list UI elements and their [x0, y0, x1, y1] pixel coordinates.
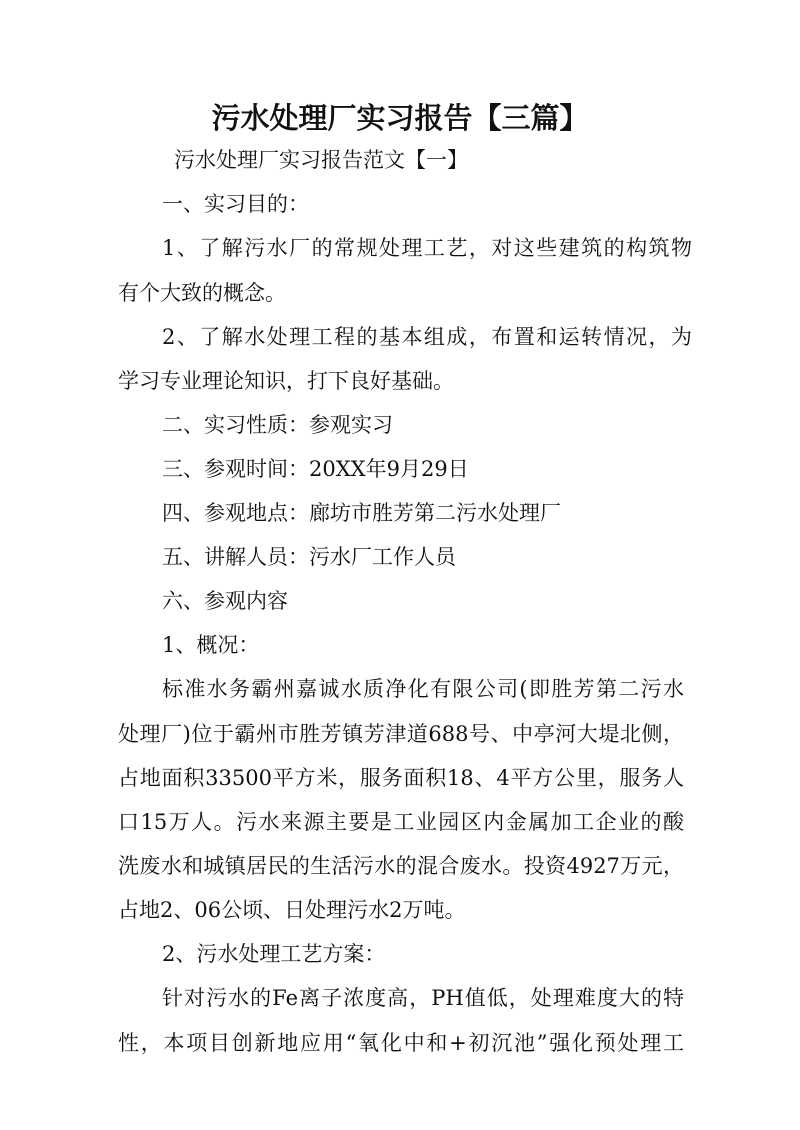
paragraph-line: 六、参观内容 — [162, 589, 288, 613]
paragraph-line: 占地2、06公顷、日处理污水2万吨。 — [118, 898, 466, 922]
paragraph-line: 有个大致的概念。 — [118, 281, 286, 305]
paragraph-line: 四、参观地点：廊坊市胜芳第二污水处理厂 — [162, 501, 561, 525]
section-heading: 污水处理厂实习报告范文【一】 — [174, 148, 468, 172]
paragraph-line: 1、概况： — [162, 633, 260, 657]
paragraph-line: 五、讲解人员：污水厂工作人员 — [162, 545, 456, 569]
paragraph-line: 1、了解污水厂的常规处理工艺，对这些建筑的构筑物 — [162, 236, 692, 260]
paragraph-line: 学习专业理论知识，打下良好基础。 — [118, 369, 454, 393]
paragraph-line: 一、实习目的： — [162, 192, 309, 216]
paragraph-line: 2、污水处理工艺方案： — [162, 942, 386, 966]
paragraph-line: 洗废水和城镇居民的生活污水的混合废水。投资4927万元， — [118, 854, 684, 878]
paragraph-line: 占地面积33500平方米，服务面积18、4平方公里，服务人 — [118, 766, 684, 790]
paragraph-line: 性，本项目创新地应用“氧化中和+初沉池”强化预处理工 — [118, 1031, 684, 1055]
paragraph-line: 口15万人。污水来源主要是工业园区内金属加工企业的酸 — [118, 810, 684, 834]
paragraph-line: 针对污水的Fe离子浓度高，PH值低，处理难度大的特 — [162, 986, 684, 1010]
paragraph-line: 2、了解水处理工程的基本组成，布置和运转情况，为 — [162, 325, 692, 349]
document-title: 污水处理厂实习报告【三篇】 — [211, 101, 589, 135]
paragraph-line: 三、参观时间：20XX年9月29日 — [162, 457, 469, 481]
paragraph-line: 标准水务霸州嘉诚水质净化有限公司(即胜芳第二污水 — [162, 677, 684, 701]
paragraph-line: 处理厂)位于霸州市胜芳镇芳津道688号、中亭河大堤北侧， — [118, 722, 684, 746]
paragraph-line: 二、实习性质：参观实习 — [162, 413, 393, 437]
